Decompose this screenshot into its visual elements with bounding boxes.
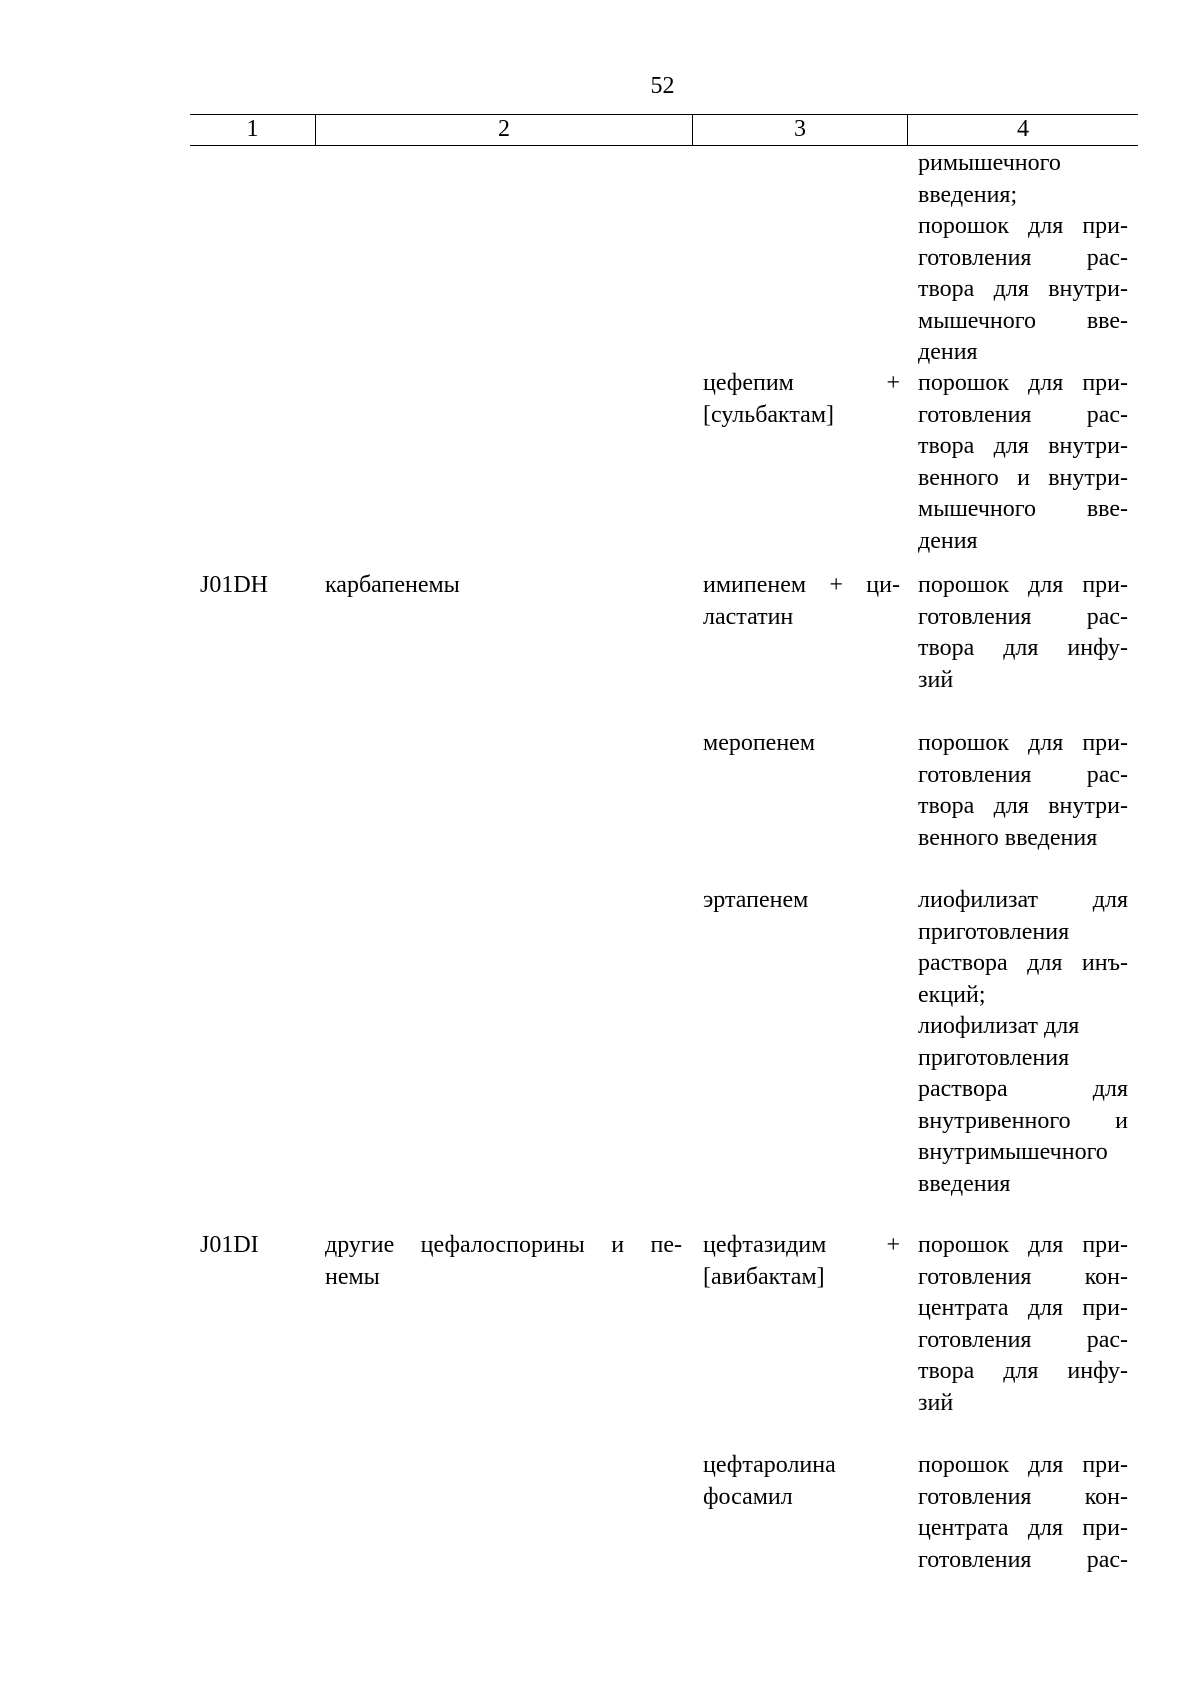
text-line: введения: [918, 1170, 1011, 1197]
text-line: внутривенного и: [918, 1107, 1128, 1134]
group-name: другие цефалоспорины и пе-: [325, 1232, 682, 1258]
text-line: имипенем + ци-: [703, 572, 900, 598]
text-line: римышечного: [918, 150, 1061, 176]
text-line: готовления рас-: [918, 761, 1128, 788]
text-line: [сульбактам]: [703, 401, 835, 428]
text-line: эртапенем: [703, 887, 809, 913]
text-line: цефепим +: [703, 370, 900, 396]
text-line: готовления рас-: [918, 1546, 1128, 1573]
text-line: готовления рас-: [918, 401, 1128, 428]
table-header: [190, 114, 1138, 146]
text-line: твора для инфу-: [918, 1358, 1128, 1384]
text-line: внутримышечного: [918, 1139, 1108, 1165]
atc-code: J01DI: [200, 1232, 259, 1258]
text-line: готовления кон-: [918, 1483, 1128, 1510]
text-line: готовления рас-: [918, 1326, 1128, 1353]
text-line: цефтазидим +: [703, 1232, 900, 1258]
header-col-1: 1: [246, 116, 259, 142]
text-line: введения;: [918, 181, 1018, 208]
text-line: порошок для при-: [918, 1452, 1128, 1478]
text-line: твора для внутри-: [918, 433, 1128, 459]
header-col-4: 4: [907, 115, 1138, 145]
form-cell: [918, 1230, 1128, 1419]
text-line: венного и внутри-: [918, 464, 1128, 491]
drug-name-cell: [703, 885, 900, 917]
text-line: твора для внутри-: [918, 793, 1128, 819]
text-line: венного введения: [918, 824, 1098, 851]
text-line: лиофилизат для: [918, 1013, 1080, 1039]
text-line: порошок для при-: [918, 1232, 1128, 1258]
text-line: готовления рас-: [918, 603, 1128, 630]
text-line: центрата для при-: [918, 1295, 1128, 1321]
text-line: меропенем: [703, 730, 816, 756]
text-line: приготовления: [918, 918, 1070, 945]
group-name-cell: [325, 1230, 682, 1293]
text-line: лиофилизат для: [918, 887, 1128, 913]
atc-code-cell: [200, 570, 310, 602]
text-line: порошок для при-: [918, 730, 1128, 756]
text-line: цефтаролина: [703, 1452, 836, 1478]
text-line: екций;: [918, 981, 986, 1008]
header-col-2: 2: [315, 115, 692, 145]
text-line: дения: [918, 339, 978, 365]
form-cell: [918, 728, 1128, 854]
text-line: приготовления: [918, 1044, 1070, 1071]
drug-name-cell: [703, 368, 900, 431]
group-name: немы: [325, 1263, 380, 1290]
text-line: центрата для при-: [918, 1515, 1128, 1541]
text-line: твора для инфу-: [918, 635, 1128, 661]
text-line: мышечного вве-: [918, 496, 1128, 522]
group-name: карбапенемы: [325, 572, 460, 598]
text-line: готовления кон-: [918, 1263, 1128, 1290]
text-line: дения: [918, 527, 978, 554]
text-line: зий: [918, 1389, 954, 1416]
text-line: твора для внутри-: [918, 276, 1128, 302]
header-col-3: 3: [692, 115, 907, 145]
drug-name-cell: [703, 1230, 900, 1293]
text-line: зий: [918, 666, 954, 693]
text-line: готовления рас-: [918, 244, 1128, 271]
text-line: раствора для: [918, 1076, 1128, 1102]
form-cell: [918, 885, 1128, 1200]
form-cell-continued: [918, 148, 1128, 369]
text-line: порошок для при-: [918, 370, 1128, 396]
drug-name-cell: [703, 570, 900, 633]
form-cell: [918, 1450, 1128, 1576]
text-line: порошок для при-: [918, 572, 1128, 598]
text-line: порошок для при-: [918, 213, 1128, 239]
drug-name-cell: [703, 728, 900, 760]
group-name-cell: [325, 570, 682, 602]
page-number: 52: [650, 73, 675, 99]
text-line: ластатин: [703, 603, 794, 630]
text-line: фосамил: [703, 1483, 793, 1510]
form-cell: [918, 570, 1128, 696]
atc-code: J01DH: [200, 572, 269, 598]
atc-code-cell: [200, 1230, 310, 1262]
text-line: [авибактам]: [703, 1263, 825, 1290]
text-line: мышечного вве-: [918, 307, 1128, 334]
drug-name-cell: [703, 1450, 900, 1513]
form-cell: [918, 368, 1128, 557]
text-line: раствора для инъ-: [918, 950, 1128, 976]
